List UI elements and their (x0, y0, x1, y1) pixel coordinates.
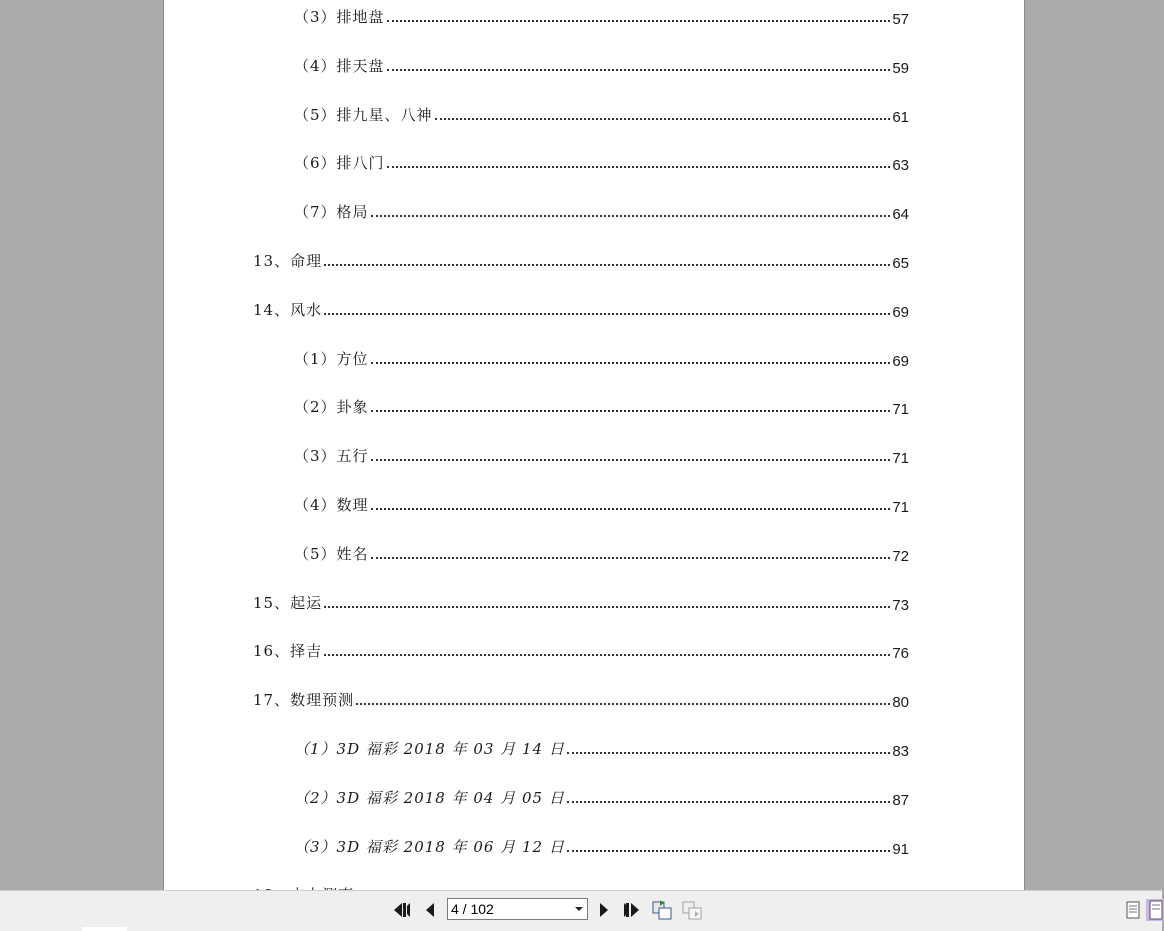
toc-entry-page-number: 83 (892, 743, 909, 760)
toc-entry-page-number: 73 (892, 596, 909, 614)
toc-dot-leader (371, 508, 891, 510)
toc-dot-leader (324, 264, 890, 266)
toc-entry-page-number: 57 (892, 11, 909, 28)
toc-entry-page-number: 65 (892, 255, 909, 272)
toc-entry-label: （2）3D 福彩 2018 年 04 月 05 日 (294, 788, 565, 807)
toc-entry (253, 590, 909, 612)
toc-dot-leader (324, 606, 890, 608)
toc-entry (253, 638, 909, 663)
toc-entry-page-number: 80 (892, 694, 909, 712)
page-number-select[interactable] (447, 898, 588, 920)
toc-entry (294, 443, 909, 468)
status-strip (82, 927, 127, 931)
toc-entry-page-number: 63 (892, 157, 909, 175)
toc-entry-page-number: 72 (892, 547, 909, 565)
toc-dot-leader (387, 20, 891, 22)
toc-entry (294, 150, 909, 175)
continuous-view-icon[interactable] (1148, 899, 1162, 921)
chevron-down-icon[interactable] (571, 899, 587, 919)
toc-entry-label: （1）3D 福彩 2018 年 03 月 14 日 (294, 740, 565, 758)
toc-dot-leader (371, 557, 891, 559)
toc-entry-page-number: 59 (892, 59, 909, 77)
toc-dot-leader (371, 459, 891, 461)
toc-dot-leader (324, 313, 890, 315)
toc-dot-leader (324, 654, 890, 656)
toc-dot-leader (567, 801, 890, 803)
single-page-view-icon[interactable] (1122, 899, 1144, 921)
toc-dot-leader (371, 215, 891, 217)
previous-page-icon[interactable] (419, 899, 441, 921)
toc-entry-label: （2）卦象 (294, 398, 369, 417)
toc-entry-page-number: 71 (892, 450, 909, 468)
toc-entry-page-number: 61 (892, 108, 909, 126)
page-number-value: 4 / 102 (451, 901, 494, 917)
toc-entry (294, 785, 909, 807)
toc-entry-page-number: 71 (892, 499, 909, 516)
last-page-icon[interactable] (622, 899, 644, 921)
toc-entry-page-number: 69 (892, 303, 909, 321)
toc-entry (294, 736, 909, 758)
toc-entry-page-number: 71 (892, 401, 909, 419)
toc-entry (253, 687, 909, 712)
toc-entry-page-number: 69 (892, 352, 909, 370)
toc-dot-leader (371, 362, 891, 364)
toc-entry-label: （7）格局 (294, 203, 369, 222)
toc-entry-page-number: 87 (892, 791, 909, 809)
toc-entry (294, 834, 909, 856)
toc-entry (294, 541, 909, 563)
toc-entry-page-number: 91 (892, 840, 909, 858)
toc-entry (253, 248, 909, 270)
toc-entry (294, 394, 909, 419)
toc-entry (294, 492, 909, 514)
toc-entry-page-number: 64 (892, 206, 909, 224)
toc-entry (294, 199, 909, 224)
toc-dot-leader (387, 166, 891, 168)
toc-entry-label: （3）3D 福彩 2018 年 06 月 12 日 (294, 837, 565, 856)
toc-dot-leader (356, 703, 890, 705)
toc-entry-label: 13、命理 (253, 252, 323, 270)
first-page-icon[interactable] (390, 899, 412, 921)
toc-entry-label: 16、择吉 (253, 642, 323, 661)
toc-entry (294, 53, 909, 75)
toc-dot-leader (371, 410, 891, 412)
toc-entry-label: （5）排九星、八神 (294, 105, 433, 124)
toc-entry (294, 102, 909, 124)
toc-entry-label: 17、数理预测 (253, 691, 355, 710)
navigation-toolbar (0, 890, 1162, 931)
toc-entry-page-number: 76 (892, 645, 909, 663)
toc-entry-label: （3）五行 (294, 447, 369, 466)
toc-entry-label: 14、风水 (253, 300, 323, 319)
toc-entry-label: （6）排八门 (294, 154, 385, 173)
next-page-icon[interactable] (593, 899, 615, 921)
document-page (163, 0, 1025, 910)
toc-entry-label: 15、起运 (253, 593, 323, 612)
toc-entry-label: （5）姓名 (294, 544, 369, 563)
toc-entry-label: （3）排地盘 (294, 8, 385, 26)
toc-entry-label: （4）数理 (294, 496, 369, 514)
toc-dot-leader (567, 850, 890, 852)
toc-dot-leader (567, 752, 890, 754)
toc-dot-leader (435, 118, 891, 120)
go-forward-view-icon[interactable] (681, 899, 703, 921)
toc-entry-label: （1）方位 (294, 349, 369, 368)
toc-dot-leader (387, 69, 891, 71)
toc-entry (294, 346, 909, 368)
toc-entry-label: （4）排天盘 (294, 56, 385, 75)
toc-entry (253, 297, 909, 319)
go-back-view-icon[interactable] (651, 899, 673, 921)
toc-entry (294, 4, 909, 26)
